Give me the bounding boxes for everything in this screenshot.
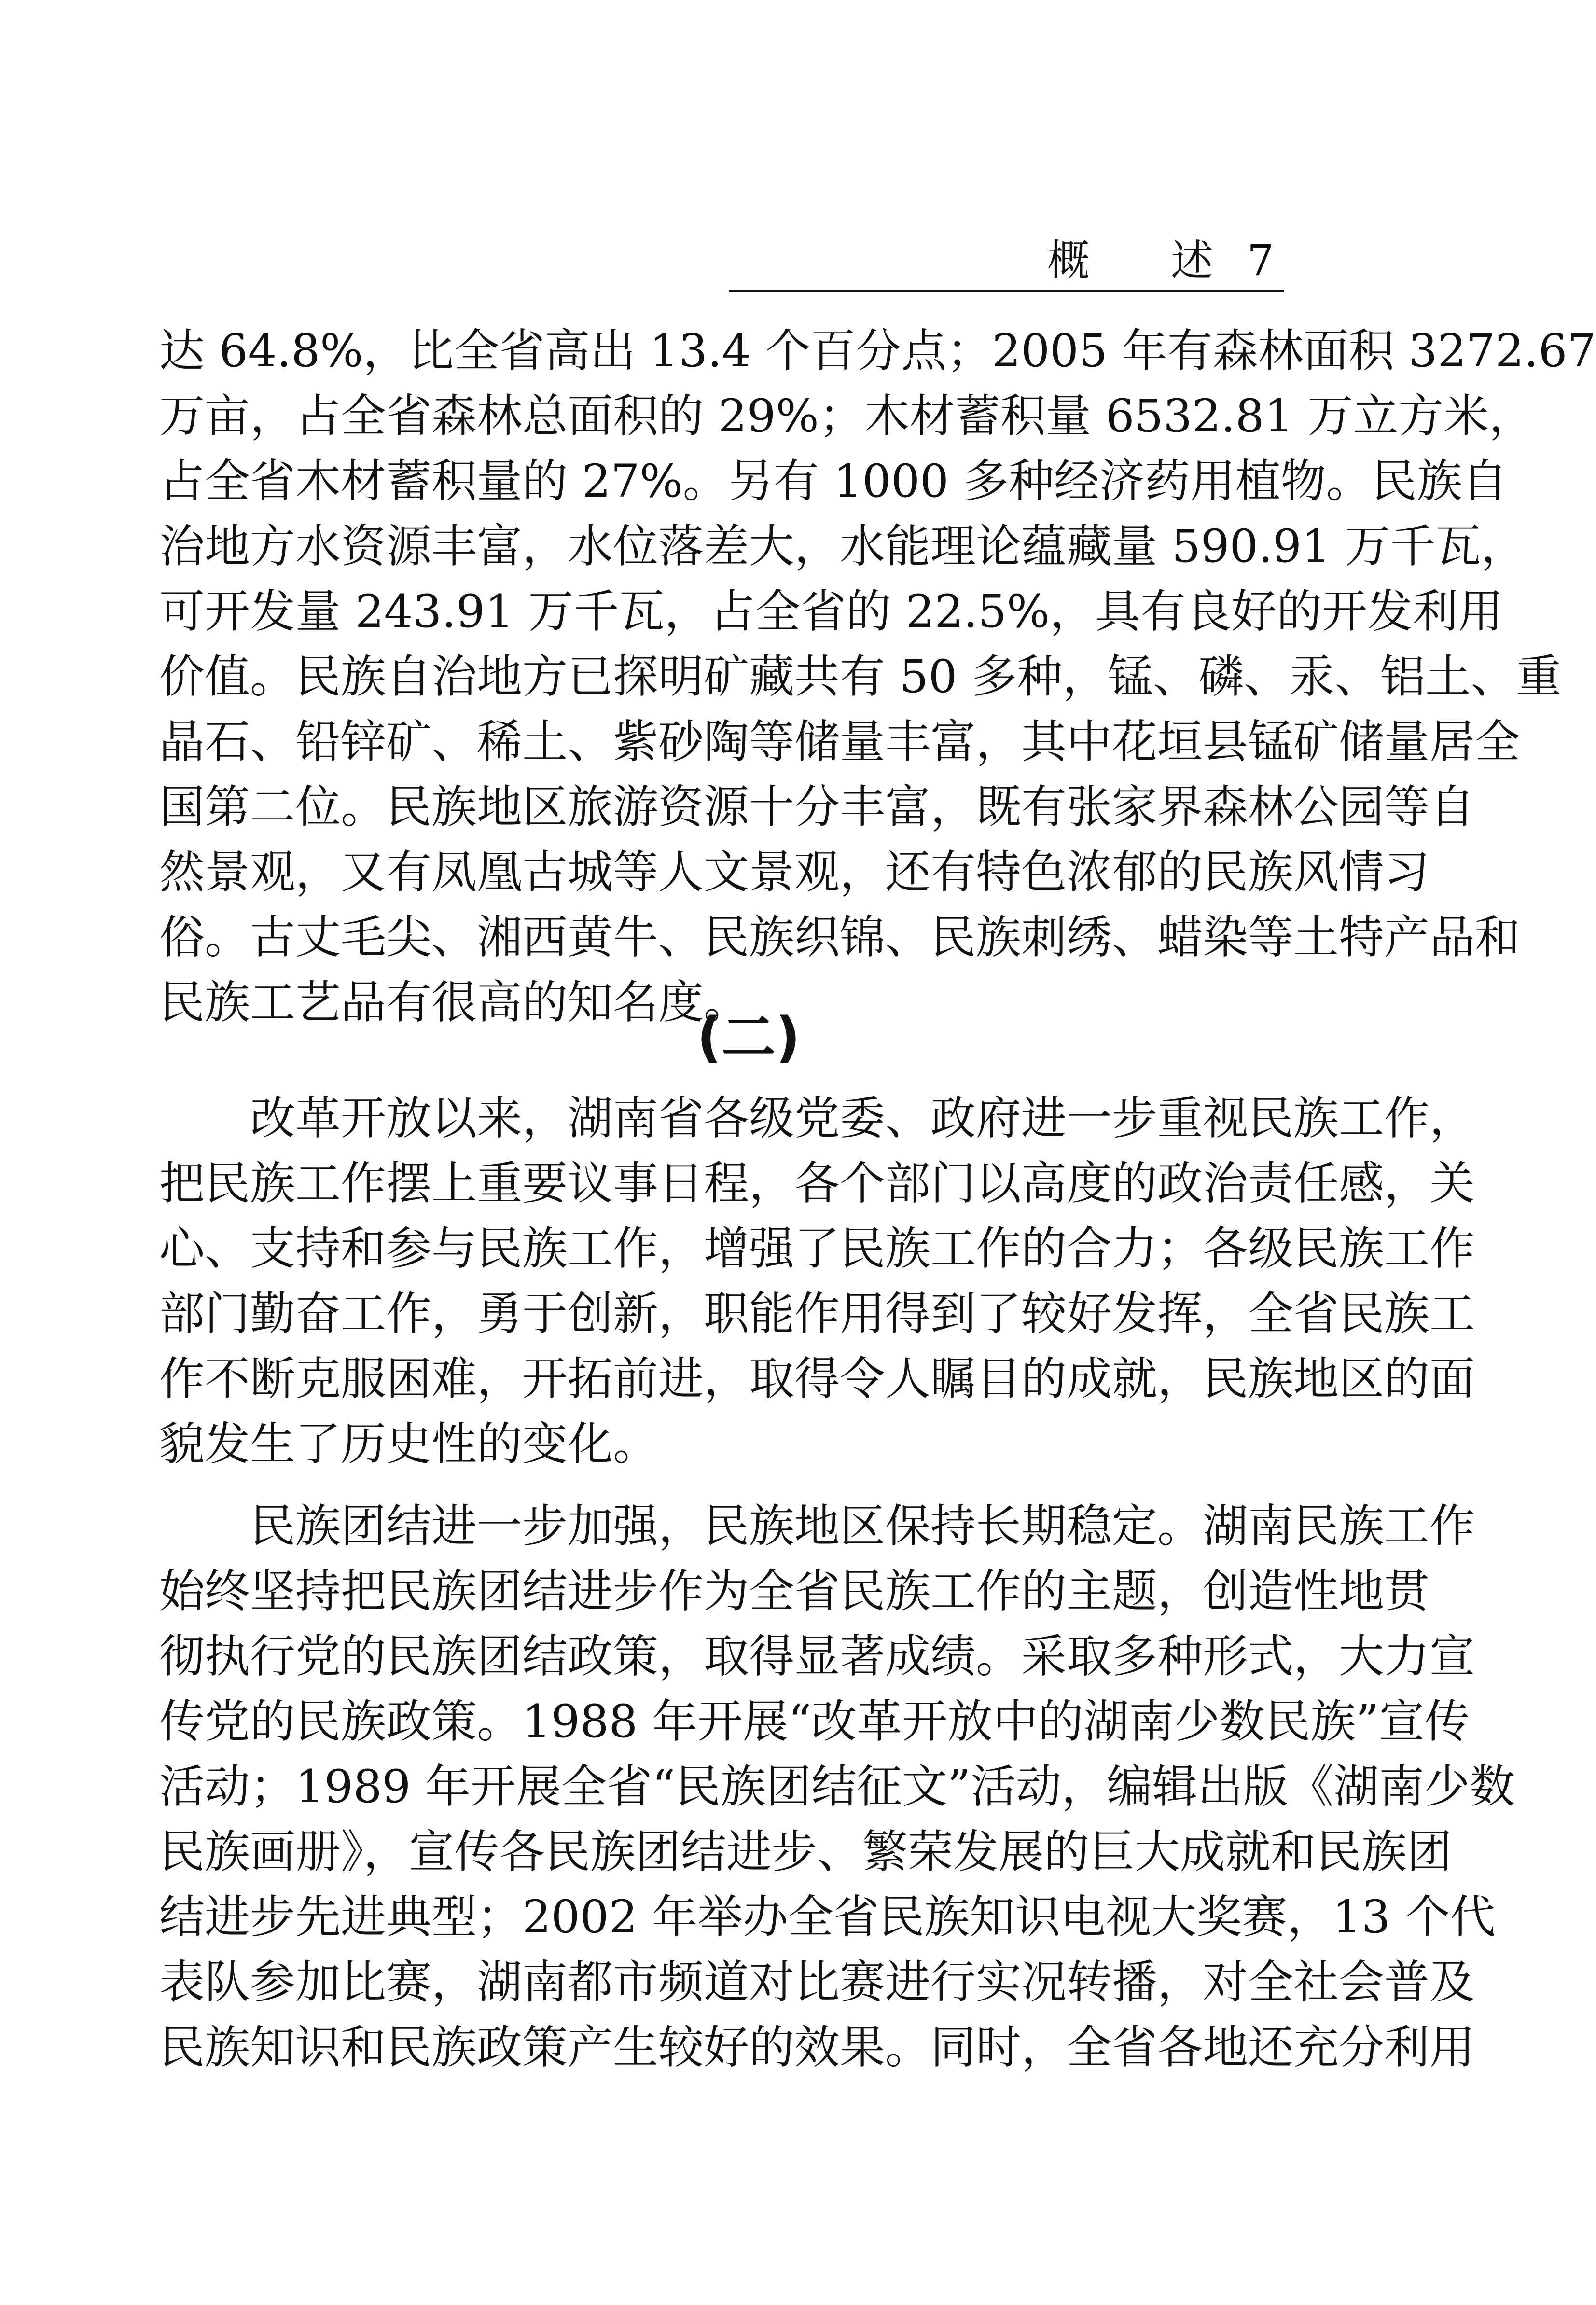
text-line: 治地方水资源丰富，水位落差大，水能理论蕴藏量 590.91 万千瓦， bbox=[159, 520, 1527, 573]
text-line: 心、支持和参与民族工作，增强了民族工作的合力；各级民族工作 bbox=[159, 1222, 1475, 1275]
text-line: 万亩，占全省森林总面积的 29%；木材蓄积量 6532.81 万立方米， bbox=[159, 390, 1535, 443]
page-number: 7 bbox=[1247, 236, 1274, 285]
text-line: 作不断克服困难，开拓前进，取得令人瞩目的成就，民族地区的面 bbox=[159, 1353, 1475, 1405]
text-line: 国第二位。民族地区旅游资源十分丰富，既有张家界森林公园等自 bbox=[159, 781, 1475, 833]
text-line: 部门勤奋工作，勇于创新，职能作用得到了较好发挥，全省民族工 bbox=[159, 1288, 1475, 1340]
text-line: 民族团结进一步加强，民族地区保持长期稳定。湖南民族工作 bbox=[159, 1500, 1475, 1553]
text-line: 始终坚持把民族团结进步作为全省民族工作的主题，创造性地贯 bbox=[159, 1565, 1430, 1618]
text-line: 占全省木材蓄积量的 27%。另有 1000 多种经济药用植物。民族自 bbox=[159, 455, 1508, 508]
section-heading: (二) bbox=[696, 1006, 801, 1069]
text-line: 结进步先进典型；2002 年举办全省民族知识电视大奖赛，13 个代 bbox=[159, 1891, 1496, 1944]
text-line: 表队参加比赛，湖南都市频道对比赛进行实况转播，对全社会普及 bbox=[159, 1956, 1475, 2009]
paragraph-1 bbox=[159, 319, 1596, 1035]
text-line: 价值。民族自治地方已探明矿藏共有 50 多种，锰、磷、汞、铝土、重 bbox=[159, 651, 1562, 703]
text-line: 把民族工作摆上重要议事日程，各个部门以高度的政治责任感，关 bbox=[159, 1157, 1475, 1210]
text-line: 传党的民族政策。1988 年开展“改革开放中的湖南少数民族”宣传 bbox=[159, 1695, 1470, 1748]
header-text bbox=[1047, 236, 1274, 285]
running-header bbox=[729, 236, 1284, 292]
text-line: 民族工艺品有很高的知名度。 bbox=[159, 976, 749, 1029]
text-line: 可开发量 243.91 万千瓦，占全省的 22.5%，具有良好的开发利用 bbox=[159, 585, 1504, 638]
text-line: 然景观，又有凤凰古城等人文景观，还有特色浓郁的民族风情习 bbox=[159, 846, 1430, 899]
text-line: 晶石、铅锌矿、稀土、紫砂陶等储量丰富，其中花垣县锰矿储量居全 bbox=[159, 716, 1521, 768]
text-line: 活动；1989 年开展全省“民族团结征文”活动，编辑出版《湖南少数 bbox=[159, 1761, 1515, 1813]
paragraph-3 bbox=[159, 1494, 1515, 2080]
text-line: 民族知识和民族政策产生较好的效果。同时，全省各地还充分利用 bbox=[159, 2021, 1475, 2074]
paragraph-2 bbox=[159, 1086, 1475, 1477]
text-line: 彻执行党的民族团结政策，取得显著成绩。采取多种形式，大力宣 bbox=[159, 1630, 1475, 1683]
text-line: 貌发生了历史性的变化。 bbox=[159, 1418, 659, 1471]
text-line: 达 64.8%，比全省高出 13.4 个百分点；2005 年有森林面积 3272.67 bbox=[159, 325, 1596, 377]
text-line: 民族画册》，宣传各民族团结进步、繁荣发展的巨大成就和民族团 bbox=[159, 1826, 1453, 1878]
chapter-title: 概 述 bbox=[1047, 236, 1247, 285]
text-line: 俗。古丈毛尖、湘西黄牛、民族织锦、民族刺绣、蜡染等土特产品和 bbox=[159, 911, 1521, 964]
text-line: 改革开放以来，湖南省各级党委、政府进一步重视民族工作， bbox=[159, 1092, 1475, 1145]
